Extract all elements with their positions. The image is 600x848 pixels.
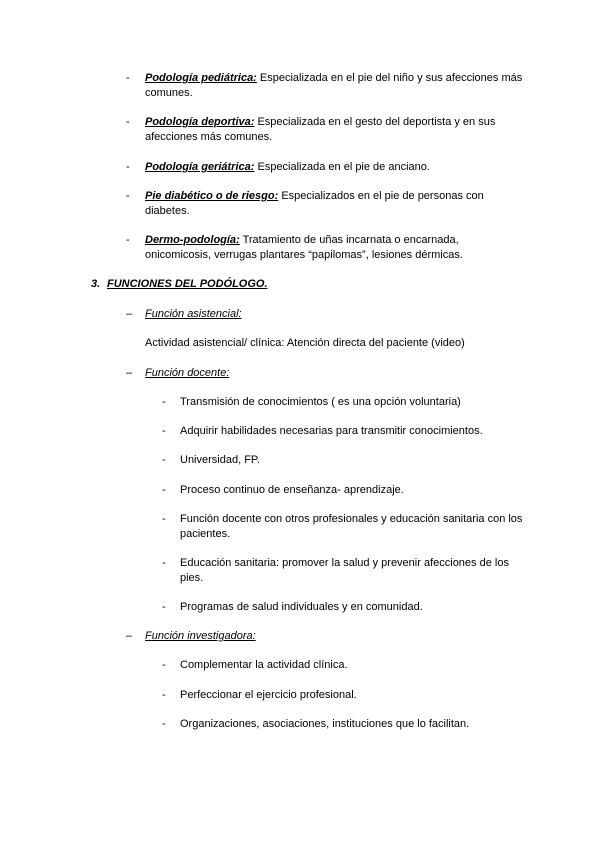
bullet-dash: - xyxy=(162,513,166,525)
bullet-dash: - xyxy=(162,659,166,671)
bullet-dash: - xyxy=(126,72,130,84)
function-asistencial-text: Actividad asistencial/ clínica: Atención directa del paciente (video) xyxy=(145,337,465,349)
bullet-dash: - xyxy=(126,161,130,173)
section-number: 3. xyxy=(91,278,101,290)
bullet-dash: - xyxy=(162,484,166,496)
bullet-dash: - xyxy=(162,718,166,730)
bullet-dash: - xyxy=(126,234,130,246)
specialty-description: Especializada en el gesto del deportista y en sus afecciones más comunes. xyxy=(145,116,496,143)
section-heading xyxy=(91,277,268,292)
bullet-dash: - xyxy=(162,689,166,701)
bullet-dash: - xyxy=(126,190,130,202)
specialty-description: Tratamiento de uñas incarnata o encarnada, onicomicosis, verrugas plantares “papilomas”, lesiones dérmicas. xyxy=(145,234,463,261)
section-title: FUNCIONES DEL PODÓLOGO. xyxy=(107,278,268,290)
function-title: Función investigadora: xyxy=(145,630,256,642)
section-dash: – xyxy=(126,630,133,642)
specialty-term: Dermo-podología: xyxy=(145,234,240,246)
specialty-description: Especializados en el pie de personas con diabetes. xyxy=(145,190,484,217)
specialty-term: Podología geriátrica: xyxy=(145,161,255,173)
function-title: Función asistencial: xyxy=(145,308,242,320)
bullet-dash: - xyxy=(162,601,166,613)
bullet-dash: - xyxy=(162,425,166,437)
bullet-dash: - xyxy=(162,454,166,466)
bullet-dash: - xyxy=(162,396,166,408)
section-dash: – xyxy=(126,308,133,320)
specialty-term: Podología deportiva: xyxy=(145,116,255,128)
specialty-description: Especializada en el pie de anciano. xyxy=(254,161,430,173)
specialty-term: Podología pediátrica: xyxy=(145,72,257,84)
specialty-term: Pie diabético o de riesgo: xyxy=(145,190,279,202)
function-title: Función docente: xyxy=(145,367,230,379)
bullet-dash: - xyxy=(162,557,166,569)
bullet-dash: - xyxy=(126,116,130,128)
specialty-description: Especializada en el pie del niño y sus afecciones más comunes. xyxy=(145,72,523,99)
section-dash: – xyxy=(126,367,133,379)
